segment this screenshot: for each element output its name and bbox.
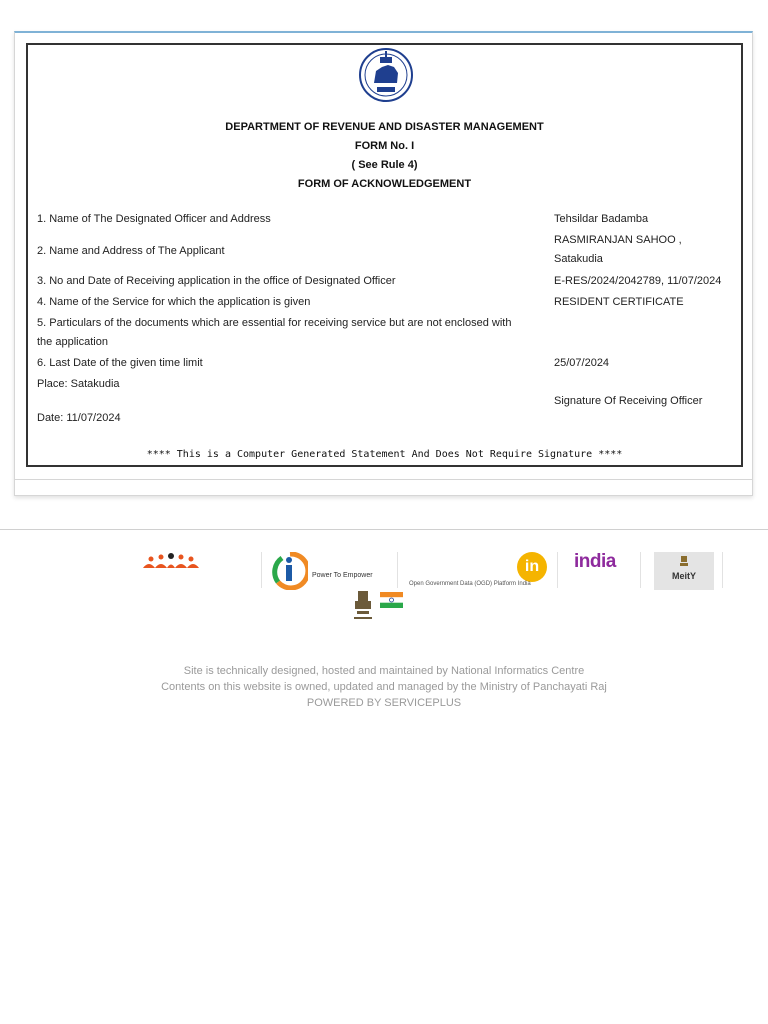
form-number: FORM No. I [354,140,415,152]
application-number-value: E-RES/2024/2042789, 11/07/2024 [554,275,722,287]
signature-label: Signature Of Receiving Officer [554,395,703,407]
date: Date: 11/07/2024 [37,412,121,424]
designated-officer-label: 1. Name of The Designated Officer and Address [37,213,271,225]
logo-separator [722,552,723,588]
national-emblem-icon [351,589,375,623]
applicant-label: 2. Name and Address of The Applicant [37,245,225,257]
meity-logo[interactable] [654,552,714,590]
acknowledgement-form [26,43,743,467]
ogd-logo[interactable] [409,552,549,590]
indian-flag-icon [380,592,403,608]
footer-divider [0,529,768,530]
logo-separator [557,552,558,588]
application-number-label: 3. No and Date of Receiving application in the office of Designated Officer [37,275,396,287]
credits-powered-by: POWERED BY SERVICEPLUS [306,697,462,709]
service-name-value: RESIDENT CERTIFICATE [554,296,684,308]
logo-separator [640,552,641,588]
logo-separator [261,552,262,588]
meity-emblem-icon [678,555,690,569]
department-heading: DEPARTMENT OF REVENUE AND DISASTER MANAGEMENT [225,121,544,133]
form-title: FORM OF ACKNOWLEDGEMENT [297,178,472,190]
digital-india-icon [272,552,308,590]
odisha-emblem-icon [358,45,414,107]
applicant-address-value: Satakudia [554,253,603,265]
india-gov-icon[interactable]: india [574,551,616,572]
credits-ministry: Contents on this website is owned, updated and managed by the Ministry of Panchayati Raj [161,681,607,693]
computer-generated-note: **** This is a Computer Generated Statement And Does Not Require Signature **** [146,449,623,460]
service-name-label: 4. Name of the Service for which the application is given [37,296,311,308]
panel-divider [15,479,752,480]
digital-india-logo[interactable] [272,552,392,590]
ogd-icon: in [517,552,547,582]
credits-nic: Site is technically designed, hosted and maintained by National Informatics Centre [183,665,585,677]
panchayat-logo-icon[interactable] [141,552,201,570]
digital-india-tagline: Power To Empower [312,572,373,579]
designated-officer-value: Tehsildar Badamba [554,213,649,225]
last-date-value: 25/07/2024 [554,357,610,369]
logo-separator [397,552,398,588]
documents-label-line2: the application [37,336,108,348]
applicant-name-value: RASMIRANJAN SAHOO , [554,234,682,246]
documents-label-line1: 5. Particulars of the documents which are essential for receiving service but are not enclosed with [37,317,512,329]
place: Place: Satakudia [37,378,120,390]
last-date-label: 6. Last Date of the given time limit [37,357,203,369]
ogd-text: Open Government Data (OGD) Platform India [409,581,531,587]
form-rule: ( See Rule 4) [351,159,418,171]
meity-icon: MeitY [671,571,696,581]
acknowledgement-panel [14,31,753,496]
